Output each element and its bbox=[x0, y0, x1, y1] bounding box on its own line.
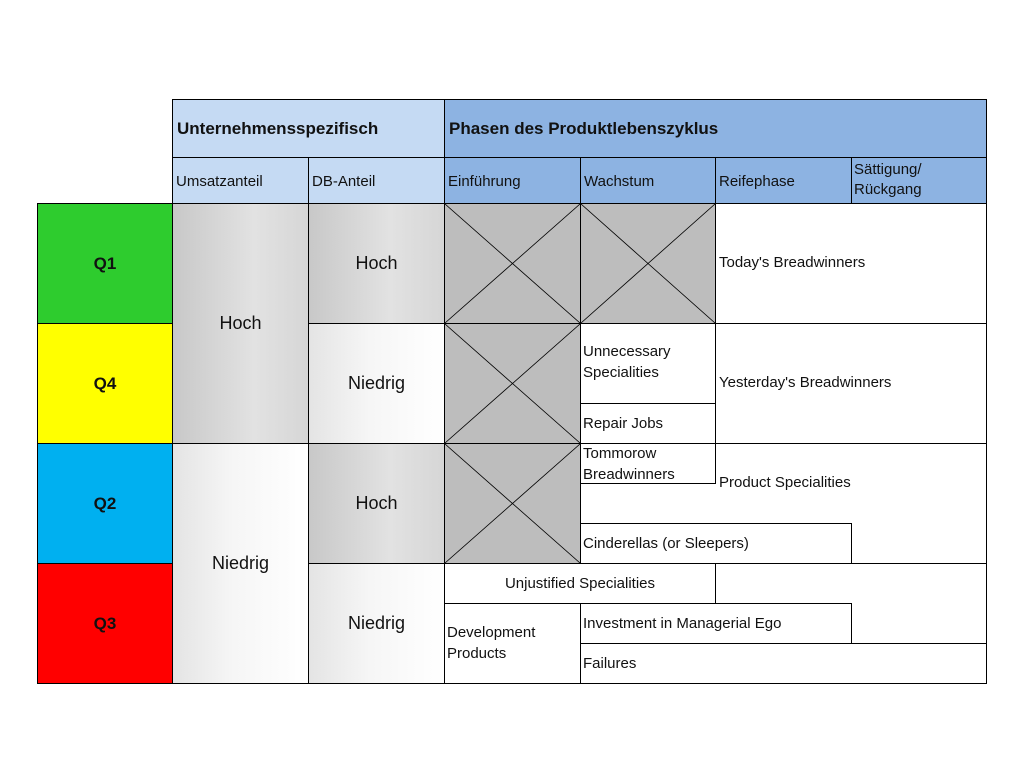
cell-unjustified-specialities bbox=[444, 563, 716, 604]
cell-yesterdays-breadwinners bbox=[715, 323, 987, 444]
quadrant-q1 bbox=[37, 203, 173, 324]
quadrant-q3 bbox=[37, 563, 173, 684]
cell-todays-breadwinners bbox=[715, 203, 987, 324]
failures-label: Failures bbox=[583, 655, 637, 672]
quadrant-q4-label: Q4 bbox=[93, 373, 117, 393]
development-line1: Development bbox=[447, 624, 536, 641]
cell-development-products bbox=[444, 603, 581, 684]
cinderellas-label: Cinderellas (or Sleepers) bbox=[583, 535, 749, 552]
header-saettigung-line1: Sättigung/ bbox=[854, 161, 922, 178]
investment-label: Investment in Managerial Ego bbox=[583, 615, 782, 632]
db-q4-label: Niedrig bbox=[347, 373, 406, 393]
header-saettigung-line2: Rückgang bbox=[854, 181, 922, 198]
header-reifephase-label: Reifephase bbox=[719, 173, 795, 190]
header-group2-label: Phasen des Produktlebenszyklus bbox=[449, 119, 719, 138]
cross-icon bbox=[445, 444, 580, 563]
cell-investment-managerial-ego bbox=[580, 603, 852, 644]
header-wachstum-label: Wachstum bbox=[584, 173, 655, 190]
db-q3-label: Niedrig bbox=[347, 613, 406, 633]
quadrant-q3-label: Q3 bbox=[93, 613, 117, 633]
cross-icon bbox=[581, 204, 715, 323]
na-q2-einfuehrung bbox=[444, 443, 581, 564]
unnecessary-line1: Unnecessary bbox=[583, 343, 671, 360]
quadrant-q2-label: Q2 bbox=[93, 493, 117, 513]
header-wachstum bbox=[580, 157, 716, 204]
header-group1-label: Unternehmensspezifisch bbox=[177, 119, 379, 138]
header-umsatzanteil bbox=[172, 157, 309, 204]
db-q4 bbox=[308, 323, 445, 444]
db-q2 bbox=[308, 443, 445, 564]
product-specialities-label: Product Specialities bbox=[719, 474, 851, 491]
header-db-anteil bbox=[308, 157, 445, 204]
umsatz-hoch bbox=[172, 203, 309, 444]
cross-icon bbox=[445, 204, 580, 323]
na-q4-einfuehrung bbox=[444, 323, 581, 444]
unjustified-label: Unjustified Specialities bbox=[504, 575, 656, 592]
development-line2: Products bbox=[447, 645, 507, 662]
quadrant-q1-label: Q1 bbox=[93, 253, 117, 273]
na-q1-einfuehrung bbox=[444, 203, 581, 324]
quadrant-q4 bbox=[37, 323, 173, 444]
db-q3 bbox=[308, 563, 445, 684]
cell-unnecessary-specialities bbox=[580, 323, 716, 404]
tomorrow-line1: Tommorow bbox=[583, 445, 657, 462]
yesterdays-breadwinners-label: Yesterday's Breadwinners bbox=[719, 374, 892, 391]
header-produktlebenszyklus bbox=[444, 99, 987, 158]
na-q1-wachstum bbox=[580, 203, 716, 324]
cell-failures bbox=[580, 643, 987, 684]
umsatz-niedrig-label: Niedrig bbox=[211, 553, 270, 573]
cell-cinderellas bbox=[580, 523, 852, 564]
tomorrow-line2: Breadwinners bbox=[583, 466, 675, 483]
umsatz-hoch-label: Hoch bbox=[219, 313, 262, 333]
umsatz-niedrig bbox=[172, 443, 309, 684]
db-q1-label: Hoch bbox=[355, 253, 398, 273]
cell-tomorrow-breadwinners bbox=[580, 443, 716, 484]
header-einfuehrung bbox=[444, 157, 581, 204]
cross-icon bbox=[445, 324, 580, 443]
header-reifephase bbox=[715, 157, 852, 204]
db-q2-label: Hoch bbox=[355, 493, 398, 513]
db-q1 bbox=[308, 203, 445, 324]
header-unternehmensspezifisch bbox=[172, 99, 445, 158]
todays-breadwinners-label: Today's Breadwinners bbox=[719, 254, 866, 271]
repair-jobs-label: Repair Jobs bbox=[583, 415, 664, 432]
cell-repair-jobs bbox=[580, 403, 716, 444]
quadrant-q2 bbox=[37, 443, 173, 564]
header-umsatzanteil-label: Umsatzanteil bbox=[176, 173, 263, 190]
header-db-anteil-label: DB-Anteil bbox=[312, 173, 376, 190]
unnecessary-line2: Specialities bbox=[583, 364, 659, 381]
header-saettigung bbox=[851, 157, 987, 204]
header-einfuehrung-label: Einführung bbox=[448, 173, 521, 190]
